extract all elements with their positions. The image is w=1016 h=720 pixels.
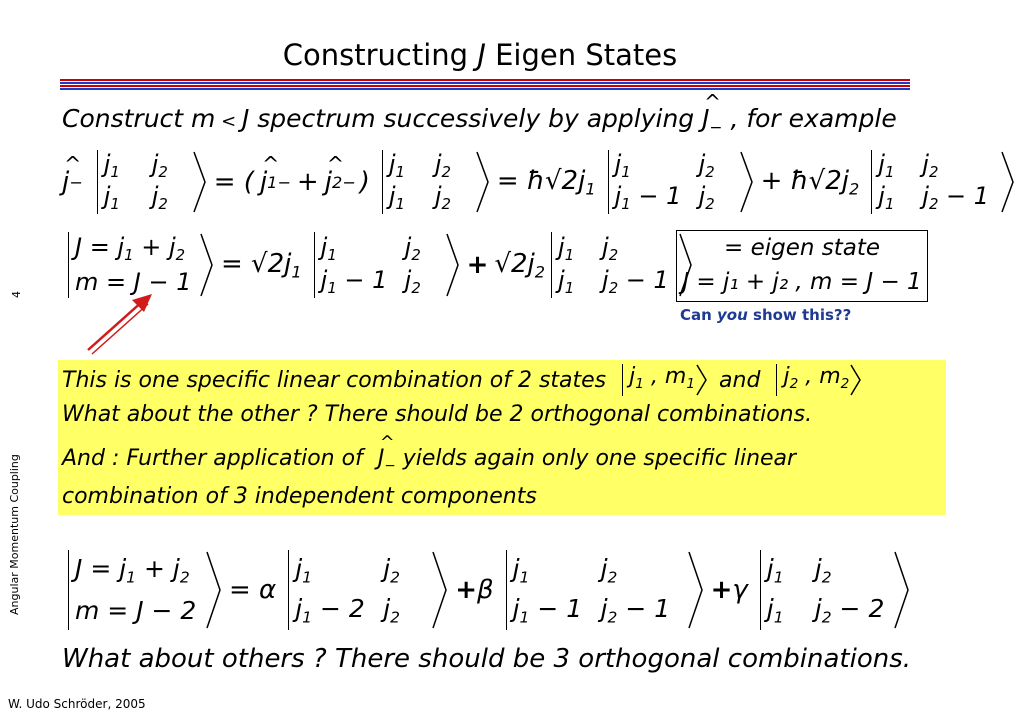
eigen-state-label: = eigen state	[723, 235, 881, 261]
equation-lowering-operator: ^ j − $j_1$ $j_2$ $j_1$ $j_2$ = ( ^ j 1− + ^ j 2− ) $j_1$ $j_2$ $j_1$ $j_2$ = $ħ√2j_1$ $j_1$ $j_2$ $j_1 - 1$ $j_2$ + $ħ√2j_2$ $j_1$ $j_2$ $j_1$ $j_2 - 1$	[62, 150, 1016, 214]
yellow-line-1: This is one specific linear combination of 2 states $j_1$ , $m_1$ and $j_2$ , $m_2$	[62, 364, 863, 396]
ket-angle	[199, 232, 215, 298]
title-rule-red-top	[60, 79, 910, 81]
eigen-state-condition: J = j₁ + j₂ , m = J − 1	[682, 269, 922, 295]
ket-angle	[205, 550, 223, 630]
author-footer: W. Udo Schröder, 2005	[8, 697, 146, 711]
ket-angle	[1000, 150, 1016, 214]
bottom-question: What about others ? There should be 3 orthogonal combinations.	[62, 644, 912, 674]
title-rule-red-bottom	[60, 85, 910, 87]
ket-angle	[695, 364, 709, 396]
ket-angle	[687, 550, 705, 630]
can-you-show-note: Can you show this??	[680, 306, 852, 324]
title-rule-blue	[60, 82, 910, 84]
ket-angle	[445, 232, 461, 298]
equation-second-lowered-state: $J = j_1 + j_2$ m = J − 2 = α $j_1$ $j_2$ $j_1 - 2$ $j_2$ +β $j_1$ $j_2$ $j_1 - 1$ $j_2 - 1$ +γ $j_1$ $j_2$ $j_1$ $j_2 - 2$	[62, 550, 911, 630]
intro-sentence: Construct m < J spectrum successively by applying ^ $J_-$ , for example	[62, 104, 897, 136]
yellow-line-3: And : Further application of ^ $J_-$ yields again only one specific linear	[62, 446, 796, 474]
eigen-state-box	[676, 230, 928, 302]
ket-angle	[192, 150, 208, 214]
page-title: Constructing J Eigen States	[282, 38, 678, 72]
yellow-line-4: combination of 3 independent components	[62, 484, 537, 509]
side-topic-label: Angular Momentum Coupling	[8, 454, 21, 615]
ket-angle	[739, 150, 755, 214]
ket-angle	[893, 550, 911, 630]
equation-first-lowered-state: $J = j_1 + j_2$ m = J − 1 = $√2j_1$ $j_1$ $j_2$ $j_1 - 1$ $j_2$ + $√2j_2$ $j_1$ $j_2$ $j_1$ $j_2 - 1$	[62, 232, 694, 298]
ket-angle	[431, 550, 449, 630]
title-rule-blue-2	[60, 88, 910, 90]
yellow-line-2: What about the other ? There should be 2 orthogonal combinations.	[62, 402, 813, 427]
ket-angle	[475, 150, 491, 214]
side-page-number: 4	[10, 291, 23, 298]
ket-angle	[849, 364, 863, 396]
red-arrow	[80, 290, 160, 360]
